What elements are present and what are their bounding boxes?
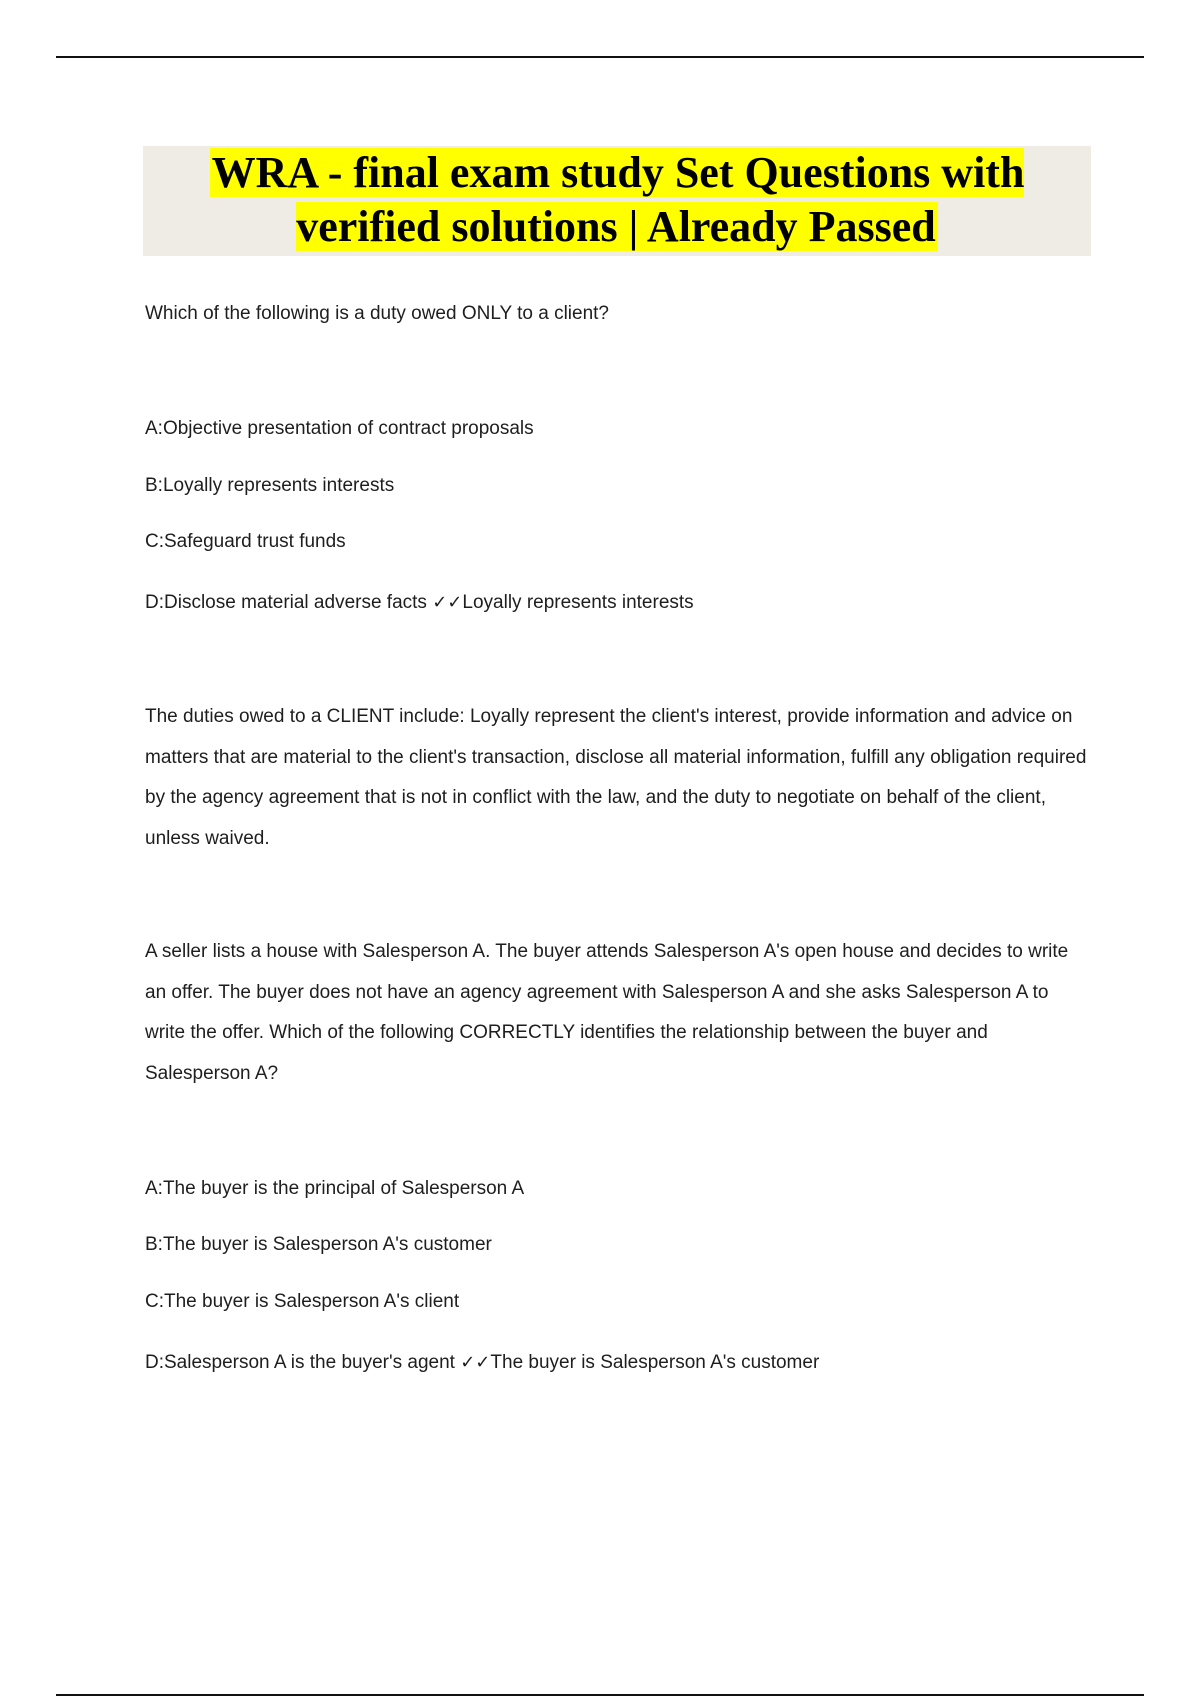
question-2-option-d: D:Salesperson A is the buyer's agent (145, 1352, 455, 1373)
question-2-option-a: A:The buyer is the principal of Salesperson A (145, 1178, 525, 1199)
document-title: WRA - final exam study Set Questions with verified solutions | Already Passed (211, 148, 1025, 251)
question-2-option-d-row (145, 1351, 819, 1375)
question-1-option-a: A:Objective presentation of contract proposals (145, 418, 534, 439)
document-title-box (143, 146, 1091, 256)
question-1-option-d: D:Disclose material adverse facts (145, 592, 427, 613)
question-1-explanation: The duties owed to a CLIENT include: Loyally represent the client's interest, provide information and advice on matters that are material to the client's transaction, disclose all material information, fulfill any obligation required by the agency agreement that is not in conflict with the law, and the duty to negotiate on behalf of the client, unless waived. (145, 706, 1087, 849)
question-1-prompt: Which of the following is a duty owed ONLY to a client? (145, 303, 609, 324)
question-2-answer: The buyer is Salesperson A's customer (490, 1352, 820, 1373)
question-2-option-b: B:The buyer is Salesperson A's customer (145, 1234, 492, 1255)
question-2-prompt: A seller lists a house with Salesperson A. The buyer attends Salesperson A's open house and decides to write an offer. The buyer does not have an agency agreement with Salesperson A and she asks Salesperson A to write the offer. Which of the following CORRECTLY identifies the relationship between the buyer and Salesperson A? (145, 941, 1069, 1084)
check-mark-icon: ✓✓ (432, 592, 463, 613)
question-1-option-b: B:Loyally represents interests (145, 475, 395, 496)
question-2-option-c: C:The buyer is Salesperson A's client (145, 1291, 460, 1312)
bottom-rule (56, 1694, 1144, 1696)
question-1-option-c: C:Safeguard trust funds (145, 531, 346, 552)
top-rule (56, 56, 1144, 58)
question-1-answer: Loyally represents interests (462, 592, 694, 613)
check-mark-icon: ✓✓ (460, 1352, 491, 1373)
question-1-option-d-row (145, 591, 694, 615)
